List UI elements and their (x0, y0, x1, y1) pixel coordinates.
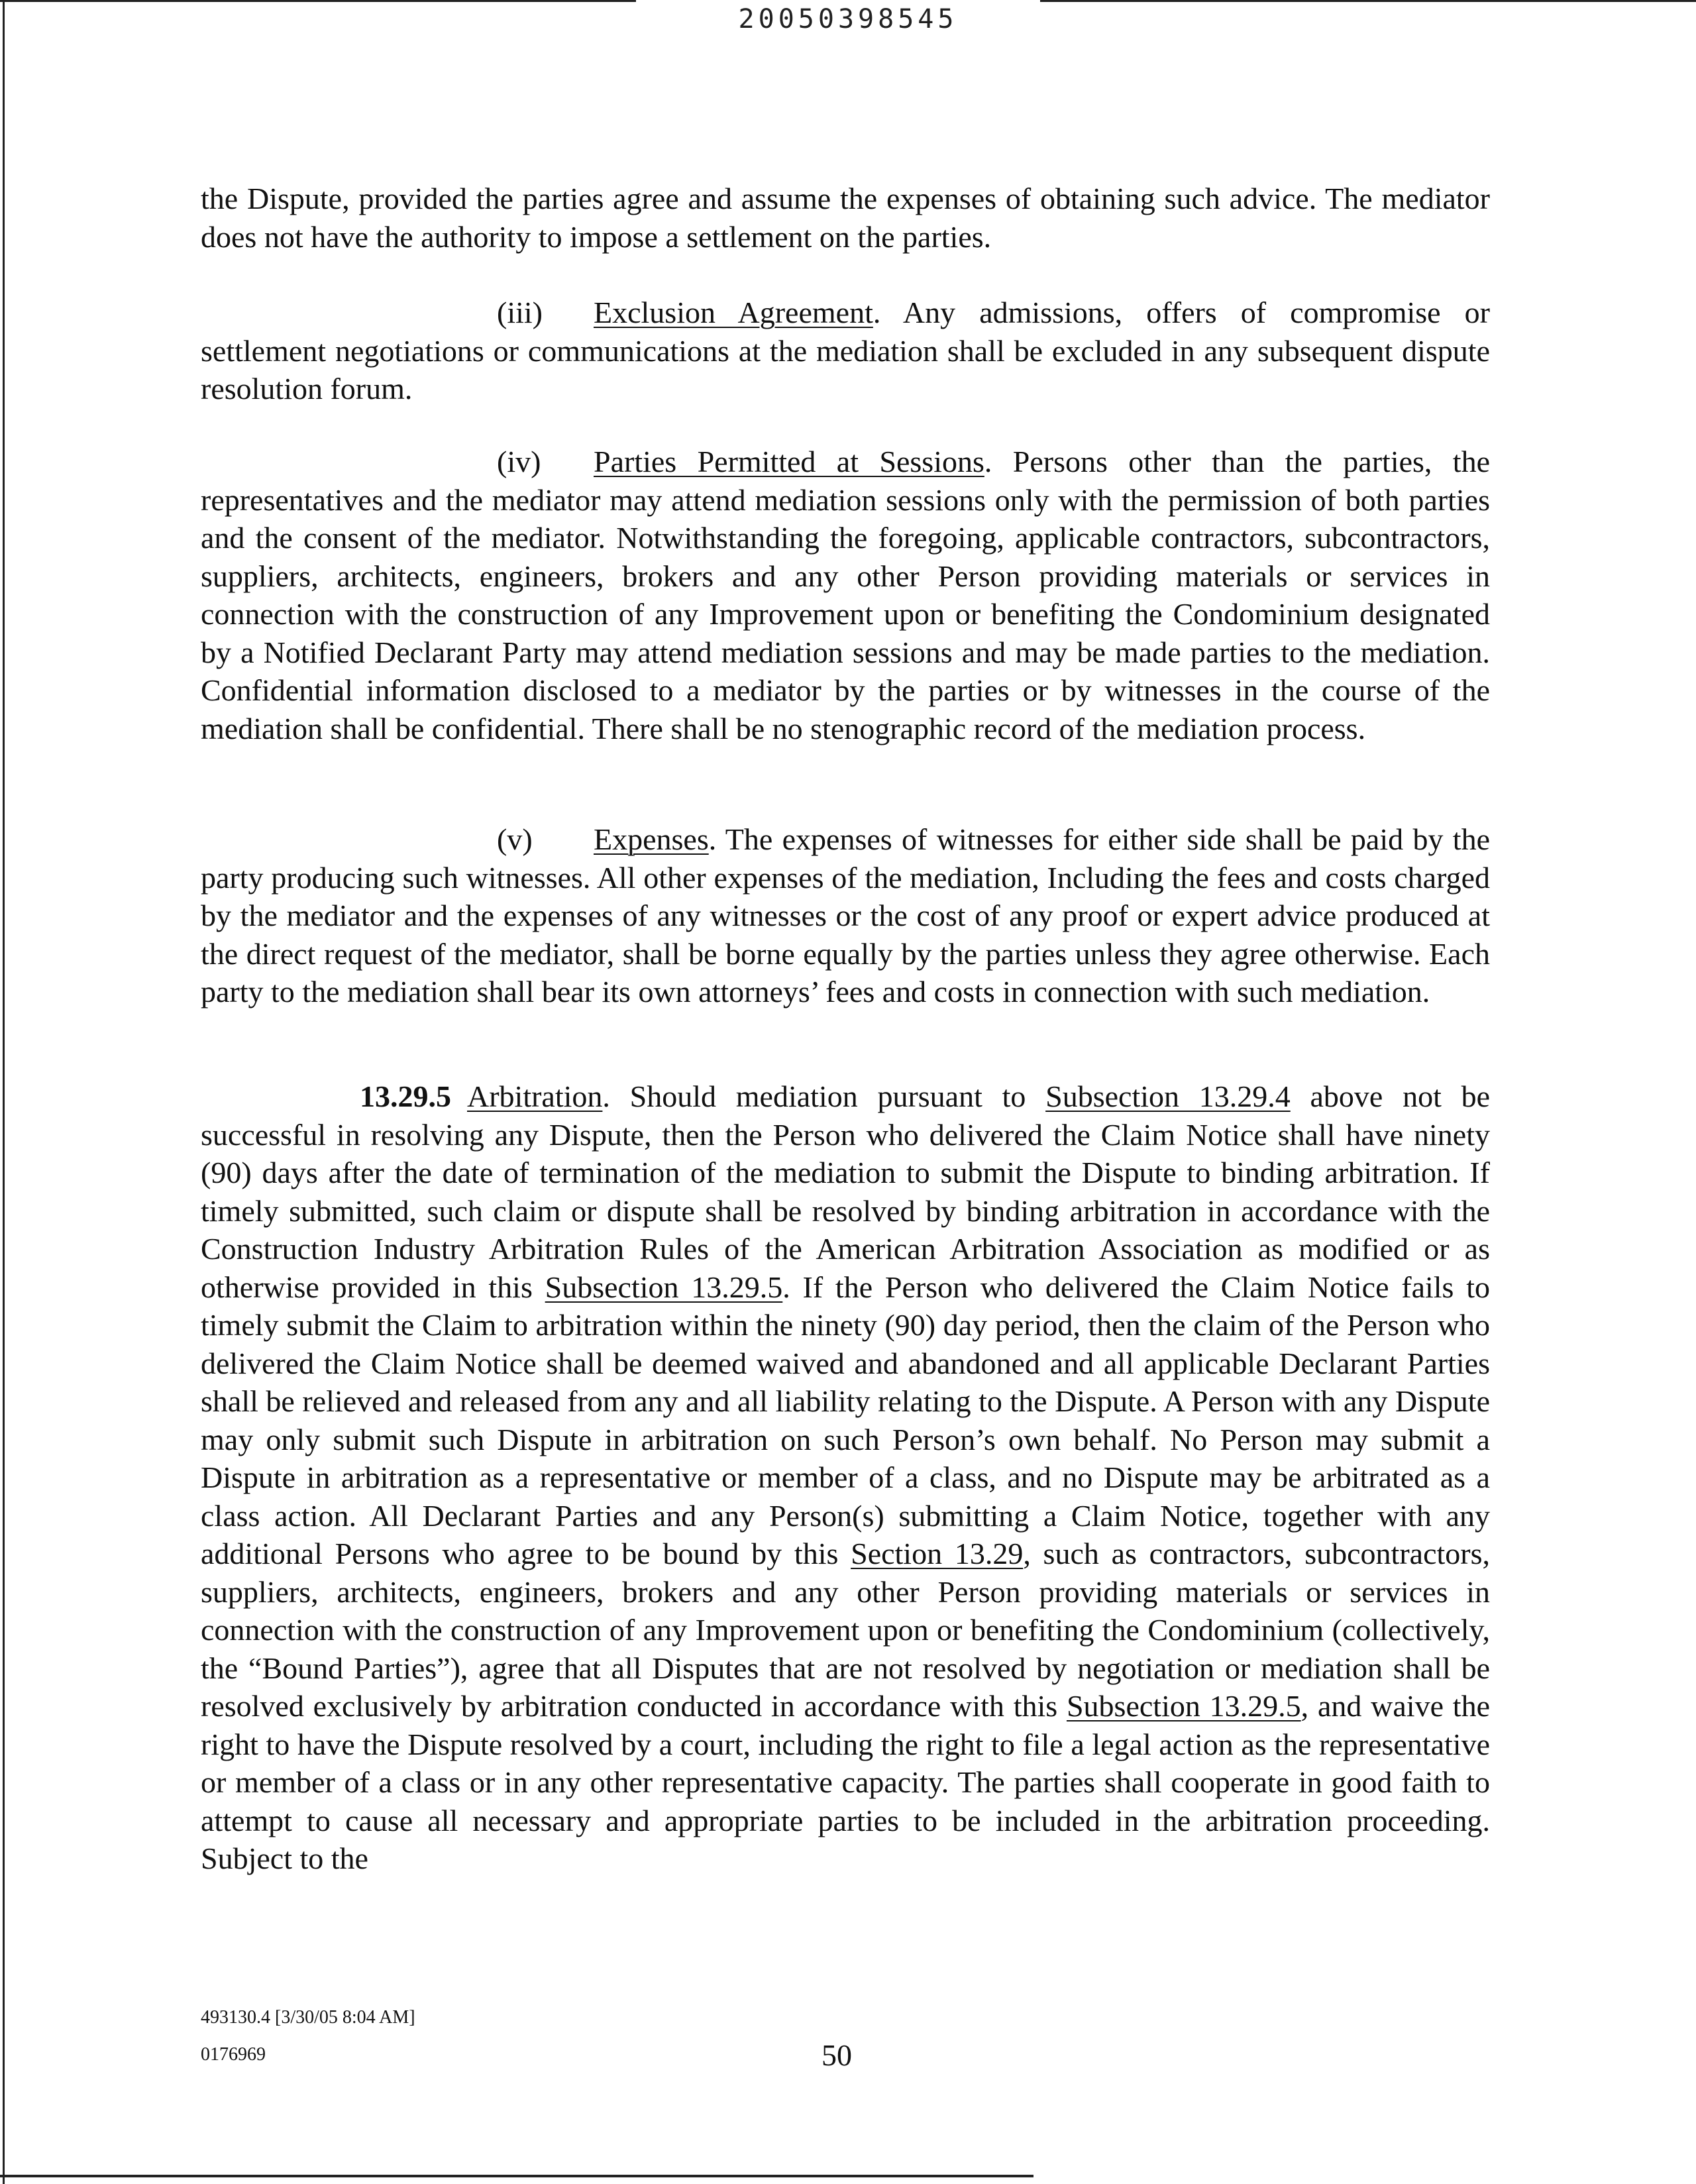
section-arbitration (201, 1077, 1490, 1878)
scan-border-left (3, 0, 5, 2184)
footer-doc-id: 493130.4 [3/30/05 8:04 AM] (201, 2007, 415, 2028)
scan-border-top-right (1040, 0, 1696, 2)
paragraph-parties-permitted (201, 443, 1490, 747)
section-text: . If the Person who delivered the Claim Notice fails to timely submit the Claim to arbitration within the ninety (90) day period, then the claim of the Person who delivered the Claim Notice shall be deemed waived and abandoned and all applicable Declarant Parties shall be relieved and released from any and all liability relating to the Dispute. A Person with any Dispute may only submit such Dispute in arbitration on such Person’s own behalf. No Person may submit a Dispute in arbitration as a representative or member of a class, and no Dispute may be arbitrated as a class action. All Declarant Parties and any Person(s) submitting a Claim Notice, together with any additional Persons who agree to be bound by this (201, 1270, 1490, 1570)
clause-number: (iii) (497, 296, 543, 329)
clause-heading: Expenses (594, 822, 709, 856)
section-text: , such as contractors, subcontractors, suppliers, architects, engineers, brokers and any other Person providing materials or services in connection with the construction of any Improvement upon or benefiting the Condominium (collectively, the “Bound Parties”), agree that all Disputes that are not resolved by negotiation or mediation shall be resolved exclusively by arbitration conducted in accordance with this (201, 1537, 1490, 1723)
footer-file-number: 0176969 (201, 2044, 266, 2065)
paragraph-exclusion-agreement (201, 294, 1490, 408)
clause-heading: Exclusion Agreement (594, 296, 873, 329)
cross-reference: Subsection 13.29.4 (1045, 1079, 1291, 1113)
clause-text: . Any admissions, offers of compromise or settlement negotiations or communications at the mediation shall be excluded in any subsequent dispute resolution forum. (201, 296, 1490, 406)
scan-border-top-left (0, 0, 636, 2)
scan-border-bottom (0, 2175, 1034, 2177)
paragraph-text: the Dispute, provided the parties agree and assume the expenses of obtaining such advice. The mediator does not have the authority to impose a settlement on the parties. (201, 182, 1490, 254)
cross-reference: Subsection 13.29.5 (545, 1270, 783, 1304)
cross-reference: Section 13.29 (851, 1537, 1024, 1570)
cross-reference: Subsection 13.29.5 (1066, 1689, 1301, 1723)
section-number: 13.29.5 (360, 1079, 451, 1113)
clause-text: . Persons other than the parties, the representatives and the mediator may attend mediation sessions only with the permission of both parties and the consent of the mediator. Notwithstanding the foregoing, applicable contractors, subcontractors, suppliers, architects, engineers, brokers and any other Person providing materials or services in connection with the construction of any Improvement upon or benefiting the Condominium designated by a Notified Declarant Party may attend mediation sessions and may be made parties to the mediation. Confidential information disclosed to a mediator by the parties or by witnesses in the course of the mediation shall be confidential. There shall be no stenographic record of the mediation process. (201, 445, 1490, 745)
section-text: above not be successful in resolving any Dispute, then the Person who delivered the Claim Notice shall have ninety (90) days after the date of termination of the mediation to submit the Dispute to binding arbitration. If timely submitted, such claim or dispute shall be resolved by binding arbitration in accordance with the Construction Industry Arbitration Rules of the American Arbitration Association as modified or as otherwise provided in this (201, 1079, 1491, 1304)
clause-heading: Parties Permitted at Sessions (594, 445, 984, 478)
paragraph-expenses (201, 820, 1490, 1011)
section-text: . Should mediation pursuant to (602, 1079, 1046, 1113)
section-heading: Arbitration (467, 1079, 603, 1113)
page-number: 50 (822, 2038, 852, 2072)
clause-text: . The expenses of witnesses for either side shall be paid by the party producing such witnesses. All other expenses of the mediation, Including the fees and costs charged by the mediator and the expenses of any witnesses or the cost of any proof or expert advice produced at the direct request of the mediator, shall be borne equally by the parties unless they agree otherwise. Each party to the mediation shall bear its own attorneys’ fees and costs in connection with such mediation. (201, 822, 1490, 1009)
document-number: 20050398545 (738, 4, 958, 34)
section-text: , and waive the right to have the Dispute resolved by a court, including the right to file a legal action as the representative or member of a class or in any other representative capacity. The parties shall cooperate in good faith to attempt to cause all necessary and appropriate parties to be included in the arbitration proceeding. Subject to the (201, 1689, 1490, 1875)
clause-number: (iv) (497, 445, 541, 478)
clause-number: (v) (497, 822, 533, 856)
paragraph-continuation (201, 180, 1490, 256)
